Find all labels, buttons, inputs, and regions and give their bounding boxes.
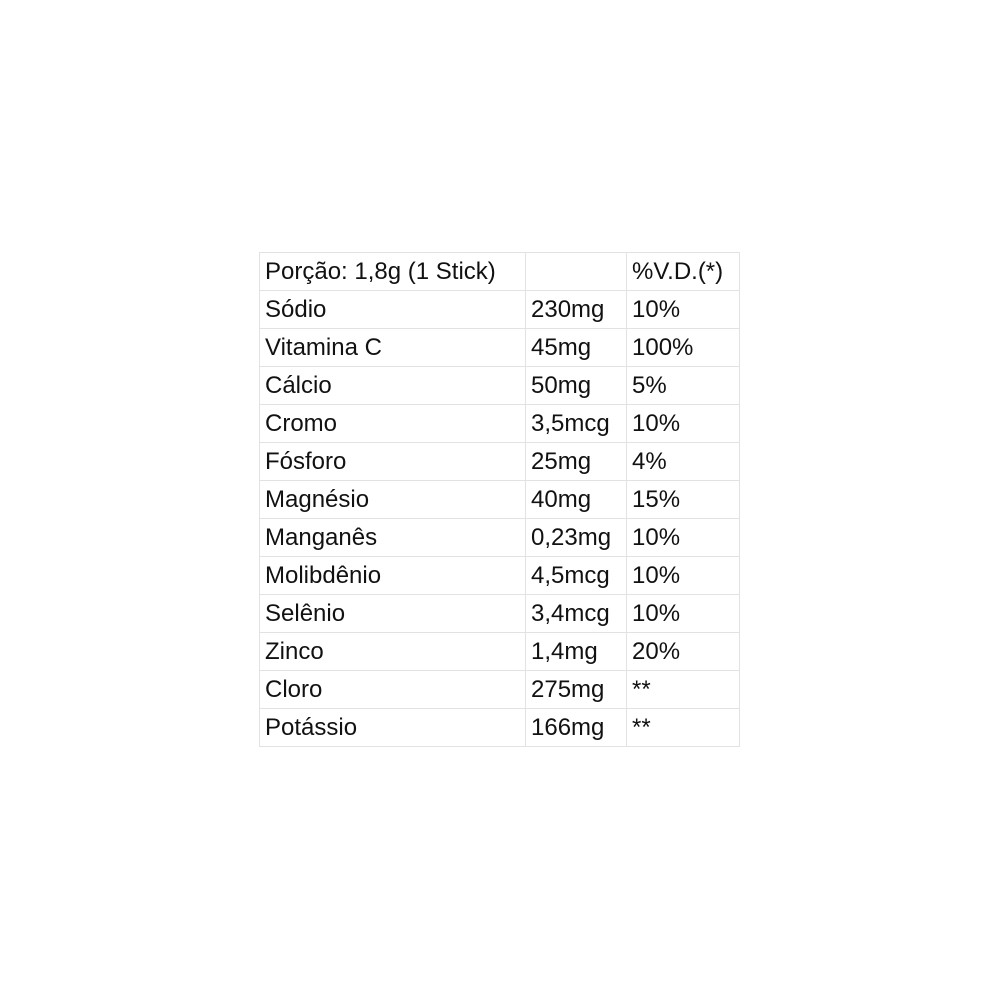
amount-cell: 45mg — [526, 329, 627, 367]
table-row — [260, 405, 740, 443]
nutrient-cell: Vitamina C — [260, 329, 526, 367]
nutrient-cell: Selênio — [260, 595, 526, 633]
amount-cell: 3,4mcg — [526, 595, 627, 633]
nutrient-cell: Magnésio — [260, 481, 526, 519]
dv-cell: ** — [627, 709, 740, 747]
table-row — [260, 291, 740, 329]
dv-cell: 4% — [627, 443, 740, 481]
table-row — [260, 557, 740, 595]
dv-cell: 100% — [627, 329, 740, 367]
table-row — [260, 633, 740, 671]
nutrient-cell: Manganês — [260, 519, 526, 557]
nutrient-cell: Zinco — [260, 633, 526, 671]
dv-cell: ** — [627, 671, 740, 709]
dv-cell: 10% — [627, 519, 740, 557]
amount-header-cell — [526, 253, 627, 291]
nutrient-cell: Sódio — [260, 291, 526, 329]
amount-cell: 0,23mg — [526, 519, 627, 557]
nutrition-table-container — [259, 252, 740, 747]
table-row — [260, 443, 740, 481]
amount-cell: 230mg — [526, 291, 627, 329]
dv-cell: 15% — [627, 481, 740, 519]
portion-cell: Porção: 1,8g (1 Stick) — [260, 253, 526, 291]
table-row — [260, 671, 740, 709]
table-row — [260, 367, 740, 405]
amount-cell: 1,4mg — [526, 633, 627, 671]
dv-cell: 10% — [627, 405, 740, 443]
nutrient-cell: Cromo — [260, 405, 526, 443]
table-row — [260, 329, 740, 367]
table-header-row — [260, 253, 740, 291]
nutrient-cell: Cloro — [260, 671, 526, 709]
table-row — [260, 595, 740, 633]
amount-cell: 25mg — [526, 443, 627, 481]
amount-cell: 275mg — [526, 671, 627, 709]
table-row — [260, 519, 740, 557]
nutrition-table — [259, 252, 740, 747]
nutrient-cell: Cálcio — [260, 367, 526, 405]
table-row — [260, 481, 740, 519]
dv-cell: 20% — [627, 633, 740, 671]
dv-cell: 10% — [627, 595, 740, 633]
dv-cell: 5% — [627, 367, 740, 405]
amount-cell: 40mg — [526, 481, 627, 519]
amount-cell: 50mg — [526, 367, 627, 405]
nutrient-cell: Fósforo — [260, 443, 526, 481]
dv-cell: 10% — [627, 557, 740, 595]
nutrient-cell: Molibdênio — [260, 557, 526, 595]
dv-cell: 10% — [627, 291, 740, 329]
amount-cell: 3,5mcg — [526, 405, 627, 443]
table-row — [260, 709, 740, 747]
dv-header-cell: %V.D.(*) — [627, 253, 740, 291]
amount-cell: 166mg — [526, 709, 627, 747]
amount-cell: 4,5mcg — [526, 557, 627, 595]
nutrient-cell: Potássio — [260, 709, 526, 747]
